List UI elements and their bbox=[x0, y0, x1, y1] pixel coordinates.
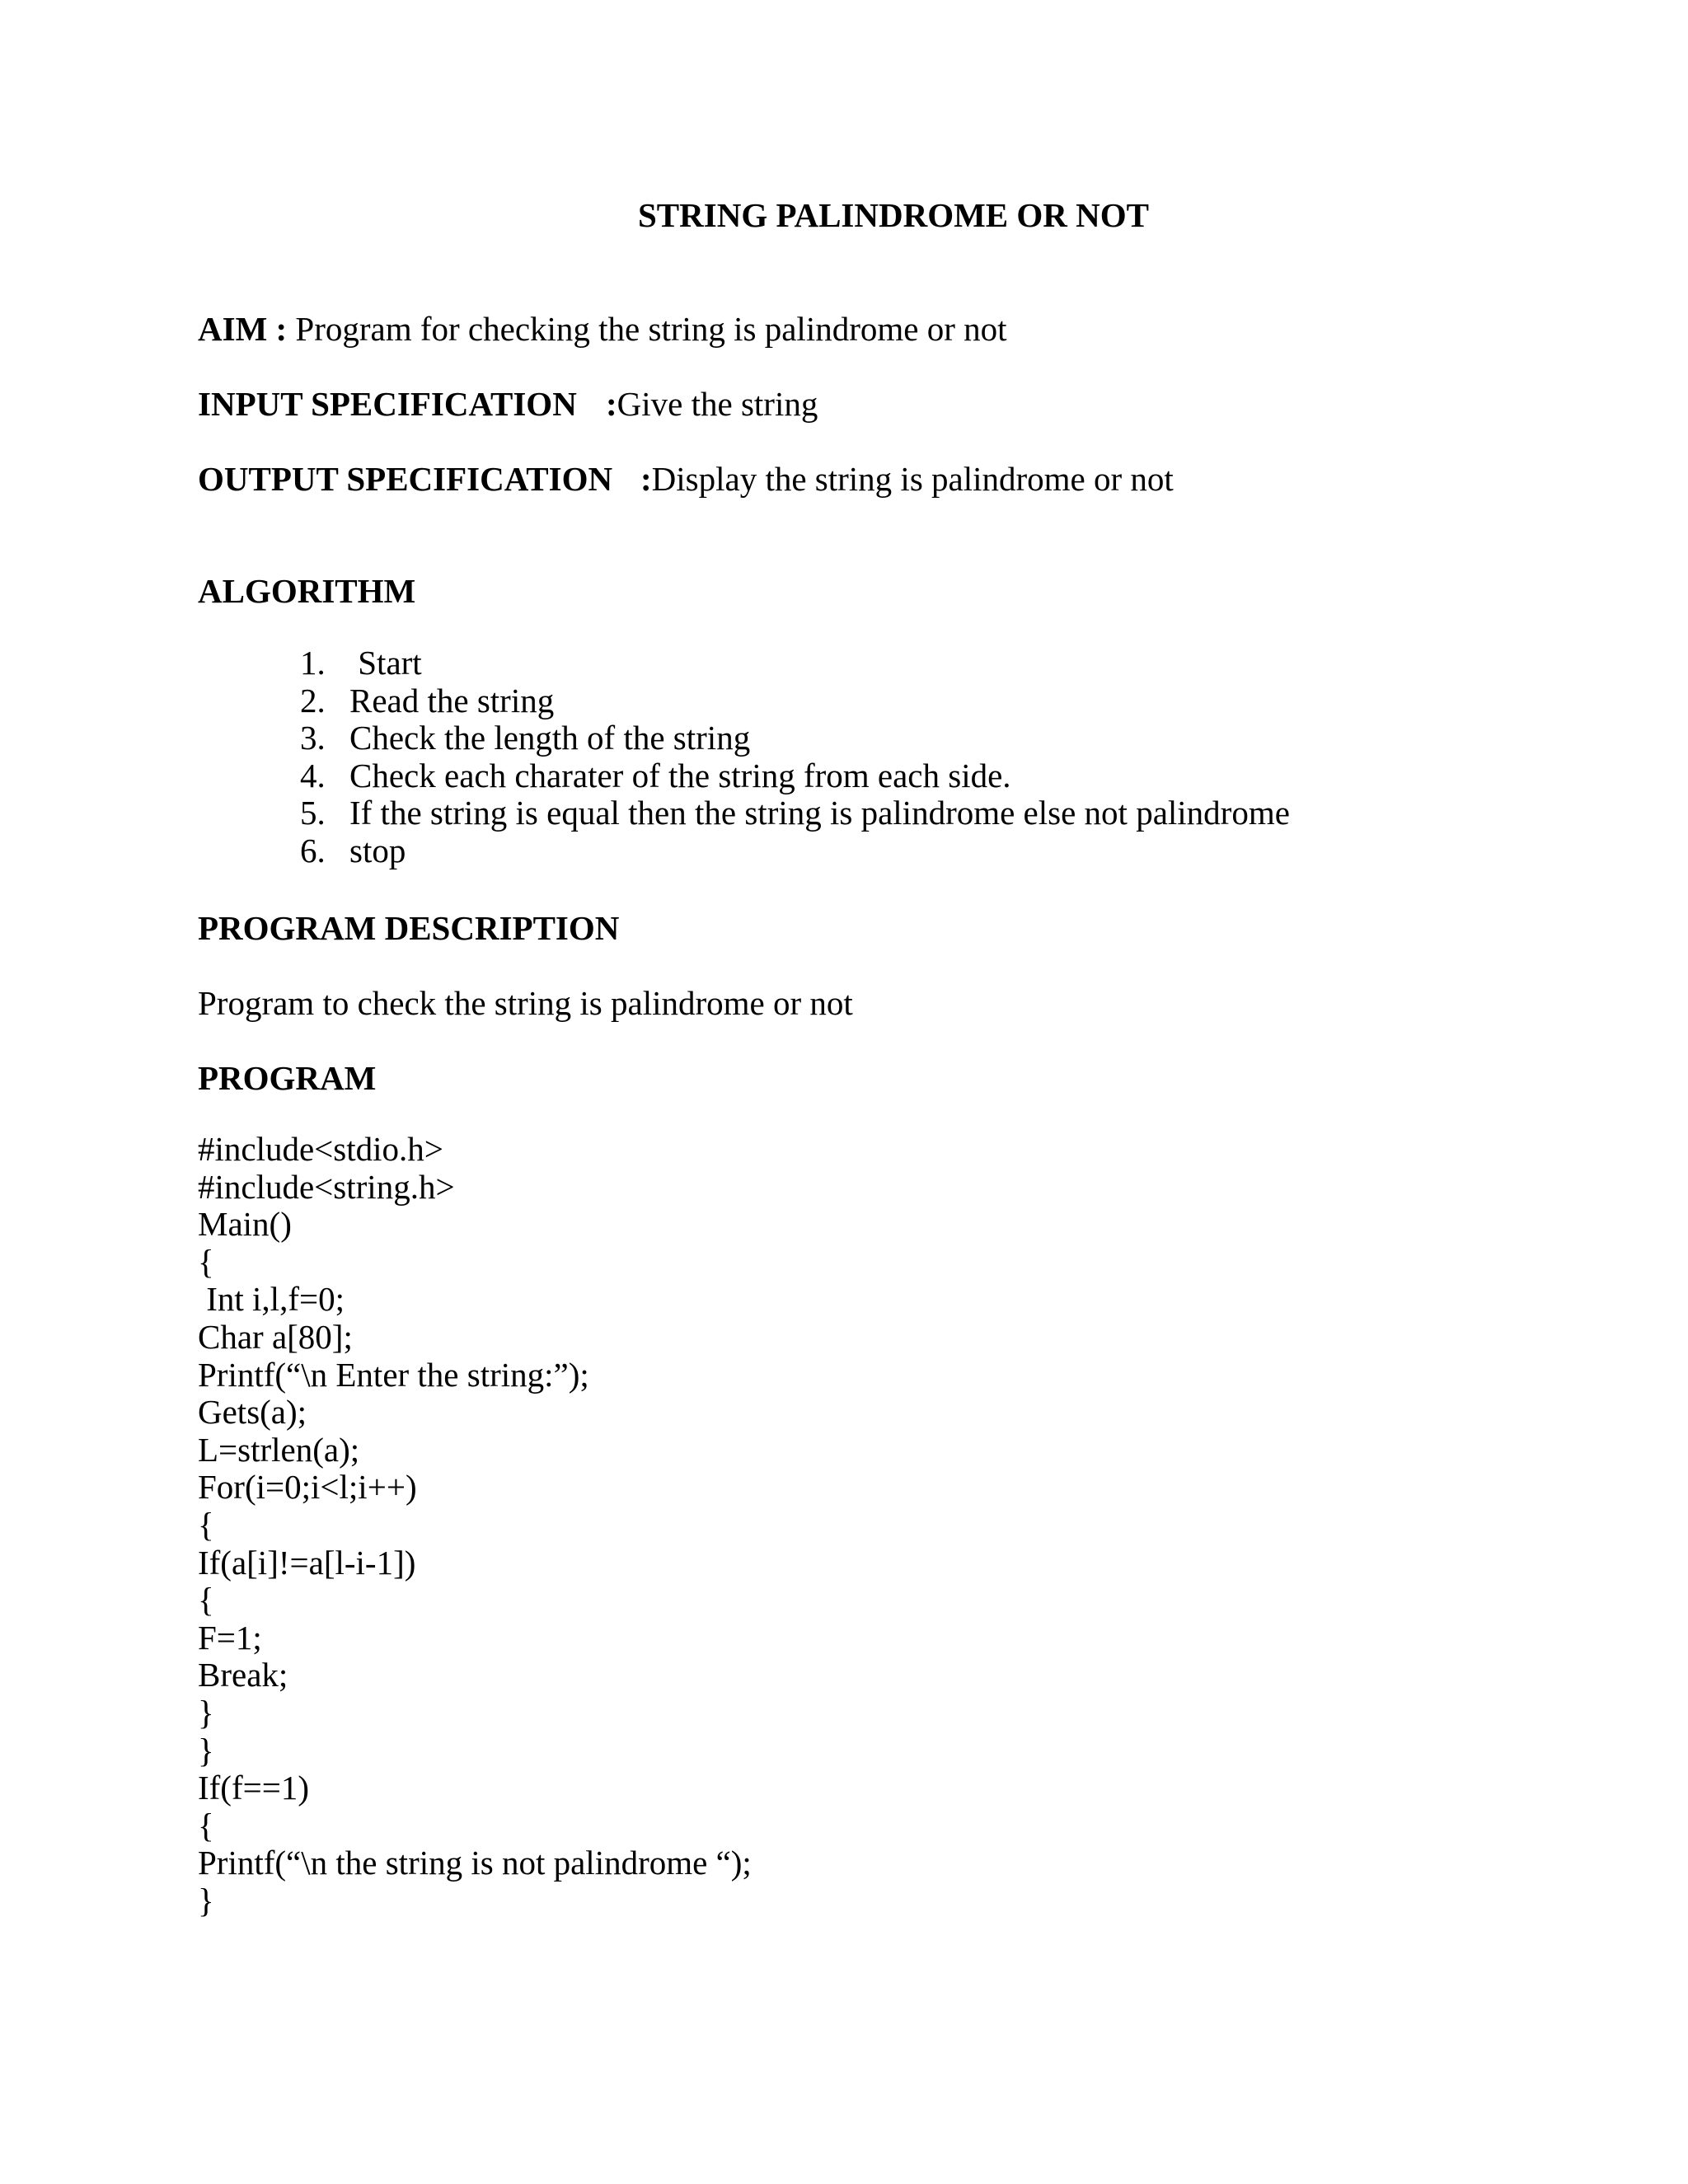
code-line: { bbox=[198, 1806, 214, 1844]
code-line: If(f==1) bbox=[198, 1769, 310, 1807]
input-spec-text: Give the string bbox=[617, 385, 818, 423]
code-line: Int i,l,f=0; bbox=[198, 1280, 345, 1319]
step-text: If the string is equal then the string is palindrome else not palindrome bbox=[349, 794, 1290, 832]
input-spec-colon: : bbox=[606, 385, 617, 423]
output-spec-value bbox=[640, 458, 1174, 499]
code-line: Char a[80]; bbox=[198, 1317, 353, 1356]
code-line: If(a[i]!=a[l-i-1]) bbox=[198, 1543, 416, 1582]
algorithm-heading: ALGORITHM bbox=[198, 572, 416, 610]
code-line: Printf(“\n Enter the string:”); bbox=[198, 1355, 589, 1394]
program-heading: PROGRAM bbox=[198, 1059, 377, 1097]
code-line: F=1; bbox=[198, 1618, 262, 1657]
step-number: 5. bbox=[300, 794, 326, 832]
code-line: Printf(“\n the string is not palindrome “); bbox=[198, 1844, 752, 1882]
step-text: Check each charater of the string from each side. bbox=[349, 756, 1011, 794]
aim-line bbox=[198, 308, 1007, 349]
code-line: Gets(a); bbox=[198, 1393, 307, 1432]
code-line: L=strlen(a); bbox=[198, 1430, 360, 1469]
step-number: 6. bbox=[300, 831, 326, 869]
program-description-heading: PROGRAM DESCRIPTION bbox=[198, 909, 620, 947]
step-number: 1. bbox=[300, 644, 326, 682]
code-line: #include<stdio.h> bbox=[198, 1130, 443, 1168]
algorithm-step bbox=[300, 719, 1290, 757]
step-number: 2. bbox=[300, 681, 326, 719]
code-line: } bbox=[198, 1881, 214, 1919]
code-line: Break; bbox=[198, 1656, 288, 1694]
step-text: Start bbox=[349, 644, 422, 682]
algorithm-step bbox=[300, 682, 1290, 720]
step-number: 3. bbox=[300, 719, 326, 757]
code-line: { bbox=[198, 1505, 214, 1544]
step-text: stop bbox=[349, 831, 406, 869]
aim-text: Program for checking the string is palindrome or not bbox=[287, 310, 1007, 348]
algorithm-step bbox=[300, 757, 1290, 795]
output-spec-label: OUTPUT SPECIFICATION bbox=[198, 460, 613, 498]
algorithm-step bbox=[300, 794, 1290, 832]
code-line: } bbox=[198, 1731, 214, 1769]
output-spec-text: Display the string is palindrome or not bbox=[651, 460, 1174, 498]
step-text: Read the string bbox=[349, 681, 555, 719]
input-spec-label: INPUT SPECIFICATION bbox=[198, 385, 577, 423]
step-text: Check the length of the string bbox=[349, 719, 751, 757]
algorithm-step bbox=[300, 644, 1290, 682]
code-line: } bbox=[198, 1693, 214, 1732]
algorithm-step bbox=[300, 832, 1290, 870]
code-line: #include<string.h> bbox=[198, 1167, 455, 1206]
code-line: For(i=0;i<l;i++) bbox=[198, 1468, 417, 1507]
code-line: { bbox=[198, 1581, 214, 1619]
aim-label: AIM : bbox=[198, 310, 288, 348]
output-spec-colon: : bbox=[640, 460, 652, 498]
code-line: { bbox=[198, 1242, 214, 1281]
code-line: Main() bbox=[198, 1205, 292, 1244]
algorithm-steps bbox=[300, 644, 1290, 870]
document-title: STRING PALINDROME OR NOT bbox=[638, 196, 1149, 234]
program-code bbox=[198, 1131, 752, 1919]
input-spec-value bbox=[606, 383, 818, 424]
step-number: 4. bbox=[300, 756, 326, 794]
program-description-text: Program to check the string is palindrome or not bbox=[198, 984, 853, 1022]
